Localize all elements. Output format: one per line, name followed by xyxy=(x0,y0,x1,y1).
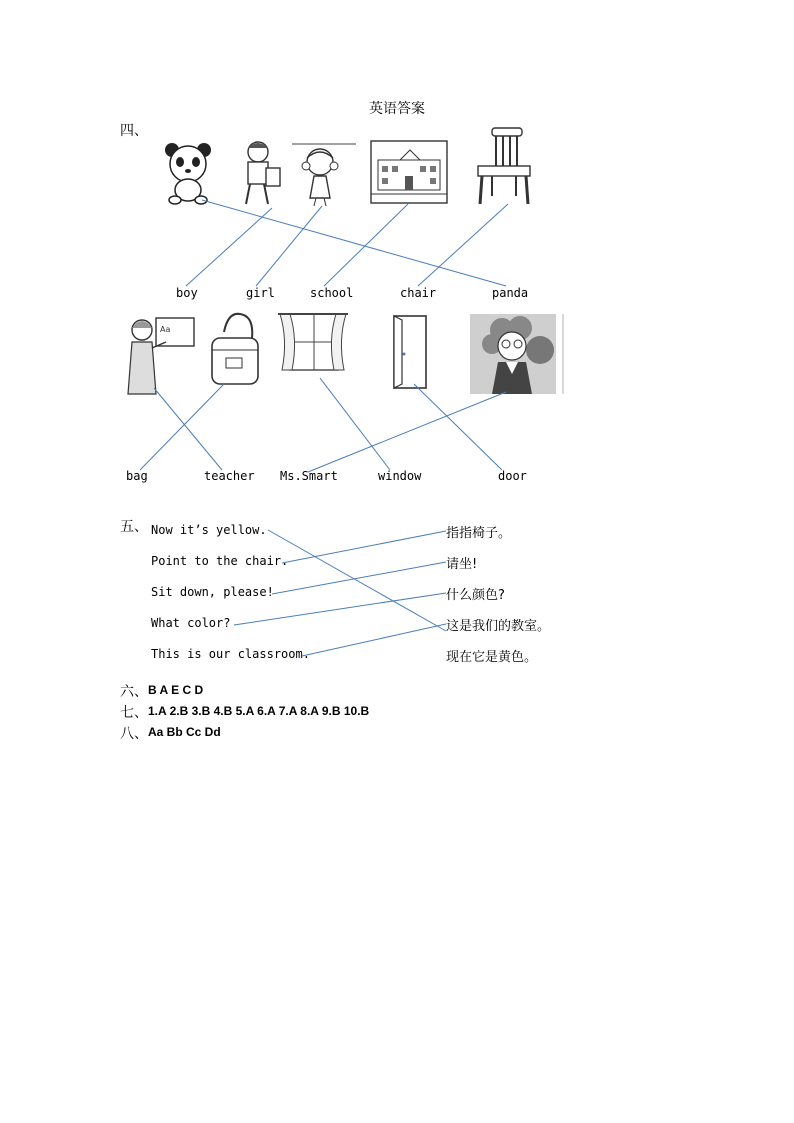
section-8-label: 八、 xyxy=(120,726,148,742)
word-bag: bag xyxy=(126,469,148,483)
match-line-door xyxy=(414,384,502,470)
section-4-label: 四、 xyxy=(120,123,148,139)
match-line-sentence-2 xyxy=(282,531,446,563)
translation-5: 现在它是黄色。 xyxy=(446,650,538,665)
word-panda: panda xyxy=(492,286,529,300)
translation-2: 请坐! xyxy=(446,557,478,572)
word-ms-smart: Ms.Smart xyxy=(280,469,338,483)
sentence-5: This is our classroom. xyxy=(151,647,310,661)
match-line-school xyxy=(324,204,408,286)
word-school: school xyxy=(310,286,354,300)
page-title: 英语答案 xyxy=(369,101,425,117)
match-line-boy xyxy=(186,208,272,286)
word-chair: chair xyxy=(400,286,437,300)
match-line-sentence-3 xyxy=(272,562,446,594)
word-window: window xyxy=(378,469,422,483)
section-8-answer: Aa Bb Cc Dd xyxy=(148,725,221,739)
translation-4: 这是我们的教室。 xyxy=(446,619,551,634)
sentence-2: Point to the chair. xyxy=(151,554,289,568)
section-7-label: 七、 xyxy=(120,705,148,721)
match-line-panda xyxy=(202,200,506,286)
word-boy: boy xyxy=(176,286,198,300)
section-7-answer: 1.A 2.B 3.B 4.B 5.A 6.A 7.A 8.A 9.B 10.B xyxy=(148,704,370,718)
word-teacher: teacher xyxy=(204,469,255,483)
section-5-label: 五、 xyxy=(120,519,148,535)
svg-text:Aa: Aa xyxy=(160,325,171,334)
section-6-label: 六、 xyxy=(120,684,148,700)
match-line-ms-smart xyxy=(308,392,506,472)
match-line-sentence-4 xyxy=(234,593,446,625)
section-6-answer: B A E C D xyxy=(148,683,204,697)
translation-1: 指指椅子。 xyxy=(446,526,512,541)
match-line-teacher xyxy=(154,388,222,470)
word-girl: girl xyxy=(246,286,275,300)
match-line-window xyxy=(320,378,390,470)
sentence-4: What color? xyxy=(151,616,231,630)
sentence-1: Now it’s yellow. xyxy=(151,523,267,537)
translation-3: 什么颜色? xyxy=(446,588,505,603)
word-door: door xyxy=(498,469,527,483)
match-line-sentence-5 xyxy=(302,624,446,656)
sentence-3: Sit down, please! xyxy=(151,585,274,599)
